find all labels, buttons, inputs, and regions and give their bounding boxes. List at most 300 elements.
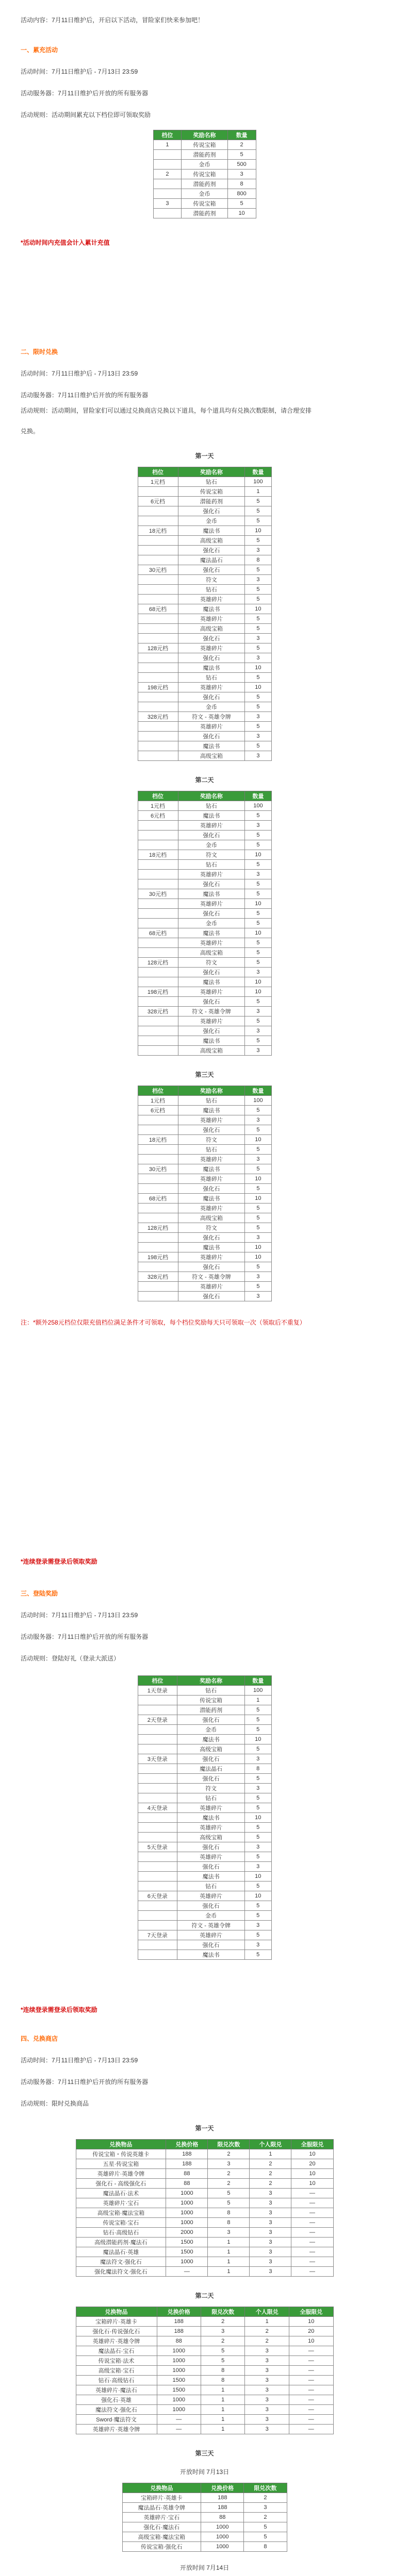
table-cell: 五星·传说宝箱 <box>76 2159 166 2169</box>
table-cell: 3 <box>245 712 271 722</box>
table-cell: 传说宝箱 <box>178 487 245 497</box>
table-row <box>138 1106 271 1115</box>
table-row <box>153 179 256 189</box>
table-cell: — <box>289 2425 333 2434</box>
table-row <box>76 2228 333 2238</box>
table-cell: 5 <box>244 1852 271 1862</box>
table-cell <box>138 634 178 643</box>
table-cell: 符文 - 英雄令牌 <box>178 1272 245 1282</box>
column-header: 档位 <box>138 1676 177 1686</box>
table-row <box>138 1155 271 1164</box>
table-cell: 128元档 <box>138 643 178 653</box>
table-cell: 1500 <box>166 2247 208 2257</box>
table-cell: — <box>289 2376 333 2385</box>
table-cell: 8 <box>208 2218 250 2228</box>
table-cell <box>138 1950 177 1960</box>
table-cell <box>138 1852 177 1862</box>
table-cell: 强化魔法符文·强化石 <box>76 2267 166 2277</box>
table-row <box>76 2317 333 2327</box>
table-row <box>153 170 256 179</box>
table-cell: 强化石·传说强化石 <box>76 2327 157 2336</box>
table-cell: 1 <box>201 2405 244 2415</box>
table-cell <box>138 1833 177 1842</box>
table-cell: 328元档 <box>138 1007 178 1016</box>
table-cell: 5 <box>245 1184 271 1194</box>
table-cell: 潜能药剂 <box>178 497 245 506</box>
table-cell: 3 <box>244 1842 271 1852</box>
table-cell: 3 <box>227 170 256 179</box>
table-cell: 魔法书 <box>178 1243 245 1252</box>
table-cell: 强化石 <box>177 1940 245 1950</box>
table-cell: 英雄碎片·英雄令牌 <box>76 2336 157 2346</box>
table-cell: 5 <box>245 1262 271 1272</box>
table-cell <box>138 1046 178 1056</box>
table-cell: 3 <box>245 546 271 555</box>
table-row <box>76 2267 333 2277</box>
table-cell: 8 <box>201 2366 244 2376</box>
table-cell: 18元档 <box>138 1135 178 1145</box>
table-cell: 3 <box>250 2228 291 2238</box>
table-cell: 英雄碎片 <box>178 1016 245 1026</box>
table-cell: 英雄碎片 <box>177 1891 245 1901</box>
table-cell: — <box>291 2267 333 2277</box>
table-cell <box>138 614 178 624</box>
table-cell: 5 <box>245 889 271 899</box>
table-cell: 3 <box>250 2257 291 2267</box>
table-row <box>138 1793 271 1803</box>
table-cell: 英雄碎片·魔法石 <box>76 2385 157 2395</box>
table-cell: 10 <box>244 1735 271 1744</box>
table-cell: 128元档 <box>138 1223 178 1233</box>
table-cell: — <box>157 2415 201 2425</box>
table-body <box>76 2149 333 2277</box>
table-cell <box>138 977 178 987</box>
table-row <box>138 516 271 526</box>
column-header: 档位 <box>153 130 182 140</box>
table-row <box>138 1164 271 1174</box>
table-row <box>138 977 271 987</box>
table-cell <box>138 536 178 546</box>
table-cell <box>138 1262 178 1272</box>
table-row <box>76 2208 333 2218</box>
table-cell: 5 <box>244 2532 287 2542</box>
table-cell: 5 <box>245 840 271 850</box>
table-cell: 3 <box>245 1115 271 1125</box>
table-cell: 3 <box>245 732 271 741</box>
table-cell: — <box>291 2247 333 2257</box>
table-cell: 8 <box>244 1764 271 1774</box>
table-cell: 钻石 <box>178 860 245 870</box>
table-cell: 强化石 <box>178 506 245 516</box>
table-cell: 符文 - 英雄令牌 <box>178 1007 245 1016</box>
table-cell <box>138 1940 177 1950</box>
table-row <box>138 506 271 516</box>
table-cell: 强化石 <box>178 1262 245 1272</box>
table-row <box>138 1911 271 1921</box>
table-cell <box>138 1115 178 1125</box>
table-row <box>138 909 271 919</box>
intro <box>0 14 409 26</box>
table-cell: 5 <box>244 1901 271 1911</box>
table-cell: 英雄碎片 <box>178 683 245 692</box>
table-cell: 强化石 <box>178 831 245 840</box>
table-cell: 金币 <box>178 840 245 850</box>
table-row <box>138 1715 271 1725</box>
table-cell: 金币 <box>182 160 227 170</box>
table-cell: 10 <box>244 1891 271 1901</box>
section-4-server: 活动服务器：7月11日维护后开放的所有服务器 <box>21 2078 149 2086</box>
table-cell: 潜能药剂 <box>182 209 227 218</box>
table-cell: 1 <box>208 2267 250 2277</box>
table-cell: 强化石 <box>178 1184 245 1194</box>
table-cell: 10 <box>245 663 271 673</box>
table-cell: 10 <box>245 899 271 909</box>
table-cell: 1 <box>201 2415 244 2425</box>
table-cell: 英雄碎片 <box>178 821 245 831</box>
table-cell: 10 <box>291 2169 333 2179</box>
table-cell: 3 <box>245 1026 271 1036</box>
table-cell: 魔法书 <box>178 1106 245 1115</box>
table-cell: 3 <box>245 2366 289 2376</box>
table-cell <box>138 1862 177 1872</box>
table-cell: 2 <box>153 170 182 179</box>
table-cell: 高级宝箱 <box>178 624 245 634</box>
table-cell: 5 <box>245 860 271 870</box>
table-row <box>138 487 271 497</box>
table-row <box>138 1125 271 1135</box>
table-cell <box>138 968 178 977</box>
table-cell: 5 <box>227 150 256 160</box>
section-3-time: 活动时间：7月11日维护后 - 7月13日 23:59 <box>21 1612 138 1619</box>
table-cell: 高级宝箱 <box>178 751 245 761</box>
table-row <box>122 2513 287 2522</box>
table-cell: 5 <box>245 1282 271 1292</box>
table-cell: 1500 <box>166 2238 208 2247</box>
table-cell: 30元档 <box>138 889 178 899</box>
table-cell: 5 <box>244 1793 271 1803</box>
table-cell: 2 <box>244 2493 287 2503</box>
column-header: 兑换价格 <box>201 2483 244 2493</box>
section-3-pre-note: *连续登录需登录后领取奖励 <box>21 1558 97 1565</box>
s3-table <box>138 1675 272 1960</box>
table-cell: 高级宝箱 <box>178 1046 245 1056</box>
table-cell <box>138 1793 177 1803</box>
table-cell: 500 <box>227 160 256 170</box>
table-cell: 30元档 <box>138 1164 178 1174</box>
table-row <box>76 2336 333 2346</box>
table-header-row <box>76 2140 333 2149</box>
table-row <box>122 2493 287 2503</box>
table-cell <box>138 997 178 1007</box>
column-header: 奖励名称 <box>178 791 245 801</box>
table-cell <box>138 732 178 741</box>
table-cell <box>138 1184 178 1194</box>
table-cell <box>138 1016 178 1026</box>
table-row <box>76 2149 333 2159</box>
table-cell: 100 <box>245 801 271 811</box>
table-body <box>138 477 271 761</box>
table-cell: 7天登录 <box>138 1930 177 1940</box>
table-cell: 5 <box>245 1213 271 1223</box>
table-cell: 198元档 <box>138 683 178 692</box>
table-cell <box>138 1125 178 1135</box>
table-cell: 18元档 <box>138 850 178 860</box>
table-cell: 魔法符文·强化石 <box>76 2405 157 2415</box>
table-cell: 高级宝箱 <box>178 536 245 546</box>
section-2-rule-cont: 兑换。 <box>21 428 40 435</box>
table-cell: 5 <box>244 1882 271 1891</box>
section-2-note: 注：*额外258元档位仅限充值档位满足条件才可领取，每个档位奖励每天只可领取一次（领取后不重复） <box>21 1319 306 1326</box>
table-cell: 5 <box>245 722 271 732</box>
section-2 <box>0 346 409 1328</box>
table-row <box>138 1046 271 1056</box>
table-row <box>153 209 256 218</box>
table-cell: 高级宝箱 <box>177 1833 245 1842</box>
table-cell: 英雄碎片 <box>178 987 245 997</box>
table-cell: 2 <box>250 2169 291 2179</box>
table-cell: 强化石·英雄 <box>76 2395 157 2405</box>
table-cell: 5 <box>245 1223 271 1233</box>
table-cell: 5 <box>245 1125 271 1135</box>
table-cell: 10 <box>227 209 256 218</box>
table-cell <box>138 909 178 919</box>
table-cell: 68元档 <box>138 1194 178 1204</box>
table-cell: 1 <box>244 1696 271 1705</box>
table-title: 第一天 <box>195 2125 214 2132</box>
table-cell: 英雄碎片·英雄令牌 <box>76 2169 166 2179</box>
table-cell: 魔法晶石·法术 <box>76 2189 166 2198</box>
table-cell: 198元档 <box>138 1252 178 1262</box>
table-row <box>76 2257 333 2267</box>
table-cell <box>138 1696 177 1705</box>
table-cell: 金币 <box>178 702 245 712</box>
table-cell <box>138 1026 178 1036</box>
table-cell: 1000 <box>157 2405 201 2415</box>
table-row <box>76 2395 333 2405</box>
table-cell: 188 <box>157 2327 201 2336</box>
table-cell <box>138 1145 178 1155</box>
table-cell: 英雄碎片 <box>178 722 245 732</box>
table-cell: 金币 <box>178 516 245 526</box>
table-cell: 5 <box>245 948 271 958</box>
column-header: 兑换价格 <box>166 2140 208 2149</box>
table-cell: 符文 <box>178 1135 245 1145</box>
table-row <box>153 140 256 150</box>
table-cell: 英雄碎片 <box>178 1115 245 1125</box>
table-cell: — <box>166 2267 208 2277</box>
table-cell <box>153 209 182 218</box>
table-row <box>138 1233 271 1243</box>
table-cell <box>138 1204 178 1213</box>
table-cell: 88 <box>166 2179 208 2189</box>
table-cell: 符文 - 英雄令牌 <box>177 1921 245 1930</box>
table-row <box>138 821 271 831</box>
section-1-title: 一、累充活动 <box>21 46 58 54</box>
table-cell <box>138 1784 177 1793</box>
table-cell <box>138 948 178 958</box>
table-cell: 高级宝箱 <box>178 948 245 958</box>
table-cell: 英雄碎片 <box>178 595 245 604</box>
table-cell: 5 <box>245 595 271 604</box>
table-row <box>138 497 271 506</box>
table-cell <box>138 546 178 555</box>
table-cell <box>138 585 178 595</box>
table-cell: 魔法书 <box>178 977 245 987</box>
table-cell: 1 <box>208 2257 250 2267</box>
table-cell: 高级宝箱 <box>177 1744 245 1754</box>
table-row <box>138 1696 271 1705</box>
table-cell: 英雄碎片 <box>178 899 245 909</box>
table-cell: 3 <box>245 2385 289 2395</box>
table-cell: 符文 <box>178 1223 245 1233</box>
table-cell: 5 <box>245 909 271 919</box>
section-4-title: 四、兑换商店 <box>21 2035 58 2042</box>
table-cell: 3 <box>208 2228 250 2238</box>
column-header: 全服限兑 <box>289 2307 333 2317</box>
table-cell: 100 <box>245 477 271 487</box>
table-cell: 强化石 <box>178 909 245 919</box>
table-cell: 魔法晶石·英雄令牌 <box>122 2503 201 2513</box>
table-cell: 2 <box>245 2327 289 2336</box>
table-cell: 3 <box>245 2376 289 2385</box>
table-cell <box>138 870 178 879</box>
table-cell: 钻石 <box>178 585 245 595</box>
table-cell: 3 <box>245 1046 271 1056</box>
table-cell: 6天登录 <box>138 1891 177 1901</box>
table-row <box>138 1686 271 1696</box>
s1-table <box>153 130 256 218</box>
table-cell: 5 <box>245 516 271 526</box>
table-row <box>138 1705 271 1715</box>
table-cell <box>138 1813 177 1823</box>
table-row <box>138 1135 271 1145</box>
table-cell: 10 <box>245 1194 271 1204</box>
table-row <box>76 2385 333 2395</box>
table-cell: 10 <box>245 1252 271 1262</box>
table-cell: 10 <box>245 850 271 860</box>
table-cell: 3 <box>245 968 271 977</box>
table-cell: 英雄碎片 <box>178 1174 245 1184</box>
table-body <box>138 801 271 1056</box>
table-cell: 8 <box>208 2208 250 2218</box>
table-row <box>138 1940 271 1950</box>
column-header: 兑换物品 <box>122 2483 201 2493</box>
table-cell: — <box>289 2346 333 2356</box>
table-cell: 5 <box>208 2189 250 2198</box>
table-cell: 5 <box>244 1930 271 1940</box>
table-cell: 88 <box>157 2336 201 2346</box>
table-row <box>76 2169 333 2179</box>
section-1-time: 活动时间：7月11日维护后 - 7月13日 23:59 <box>21 68 138 75</box>
table-row <box>138 1813 271 1823</box>
table-row <box>138 860 271 870</box>
data-table <box>138 791 272 1056</box>
table-row <box>138 1016 271 1026</box>
table-cell: 1 <box>153 140 182 150</box>
table-cell: 符文 <box>178 850 245 860</box>
table-body <box>76 2317 333 2434</box>
table-row <box>76 2189 333 2198</box>
table-row <box>138 801 271 811</box>
table-cell: 传说宝箱 <box>182 140 227 150</box>
table-cell: 英雄碎片 <box>178 614 245 624</box>
column-header: 档位 <box>138 1086 178 1096</box>
table-cell <box>138 1705 177 1715</box>
table-cell: 3 <box>245 821 271 831</box>
table-row <box>138 1784 271 1793</box>
table-cell: 钻石·高级钻石 <box>76 2228 166 2238</box>
table-cell: 潜能药剂 <box>182 150 227 160</box>
table-row <box>138 1764 271 1774</box>
table-cell: 1天登录 <box>138 1686 177 1696</box>
table-row <box>138 938 271 948</box>
table-row <box>138 1036 271 1046</box>
table-body <box>153 140 256 218</box>
table-row <box>153 150 256 160</box>
table-row <box>138 1803 271 1813</box>
table-row <box>138 987 271 997</box>
table-cell: 3 <box>245 634 271 643</box>
table-cell: 188 <box>157 2317 201 2327</box>
table-cell: 5 <box>245 692 271 702</box>
table-cell: 符文 <box>178 575 245 585</box>
section-2-title: 二、限时兑换 <box>21 348 58 355</box>
table-cell: 10 <box>245 1174 271 1184</box>
s4-t4-subtitle: 开放时间 7月14日 <box>179 2564 230 2571</box>
table-cell: 328元档 <box>138 712 178 722</box>
table-row <box>138 840 271 850</box>
table-cell: 魔法书 <box>178 1164 245 1174</box>
table-row <box>138 673 271 683</box>
table-cell: 魔法书 <box>178 1036 245 1046</box>
table-row <box>153 189 256 199</box>
table-cell: 8 <box>245 555 271 565</box>
table-row <box>138 1252 271 1262</box>
table-cell: 3 <box>250 2267 291 2277</box>
table-cell: 英雄碎片·英雄令牌 <box>76 2425 157 2434</box>
column-header: 全服限兑 <box>291 2140 333 2149</box>
table-cell: 20 <box>289 2327 333 2336</box>
table-cell: 5 <box>245 831 271 840</box>
table-cell: 3 <box>245 2425 289 2434</box>
table-cell: 钻石 <box>178 1145 245 1155</box>
table-row <box>138 1754 271 1764</box>
table-cell: 5 <box>227 199 256 209</box>
table-cell: 2 <box>208 2149 250 2159</box>
table-cell: 10 <box>291 2149 333 2159</box>
table-cell: 1000 <box>157 2346 201 2356</box>
table-row <box>76 2376 333 2385</box>
table-cell: 188 <box>201 2493 244 2503</box>
table-cell: — <box>291 2189 333 2198</box>
table-cell: 2 <box>250 2179 291 2189</box>
table-cell <box>138 821 178 831</box>
table-cell: 魔法书 <box>178 928 245 938</box>
table-row <box>138 1115 271 1125</box>
table-cell: 魔法晶石 <box>178 555 245 565</box>
data-table <box>76 2307 334 2434</box>
table-cell <box>138 516 178 526</box>
table-row <box>153 160 256 170</box>
table-cell: — <box>291 2198 333 2208</box>
section-1-rule: 活动规则：活动期间累充以下档位即可领取奖励 <box>21 111 151 118</box>
table-row <box>138 1842 271 1852</box>
table-cell: 钻石 <box>178 801 245 811</box>
table-cell: 5 <box>245 938 271 948</box>
table-row <box>122 2542 287 2552</box>
table-cell: 100 <box>245 1096 271 1106</box>
table-cell <box>138 1036 178 1046</box>
